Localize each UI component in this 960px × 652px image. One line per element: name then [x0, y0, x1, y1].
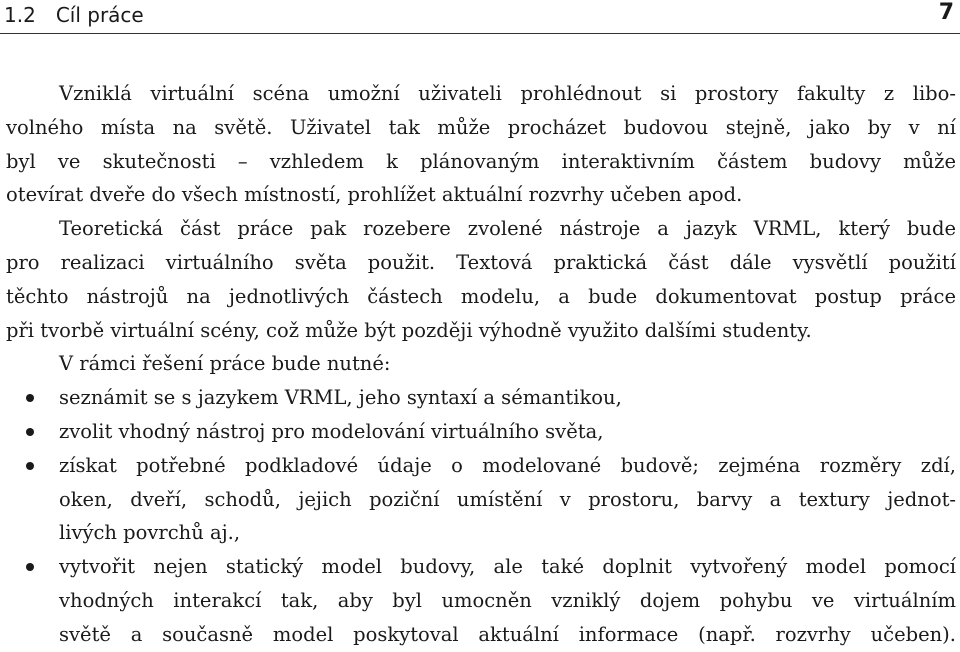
list-item-text: získat potřebné podkladové údaje o modelované budově; zejména rozměry zdí,: [59, 453, 956, 477]
bullet-icon: [26, 394, 34, 402]
text-line: livých povrchů aj.,: [59, 521, 241, 545]
bullet-icon: [26, 462, 34, 470]
text-line: otevírat dveře do všech místností, prohlížet aktuální rozvrhy učeben apod.: [6, 183, 743, 207]
bullet-icon: [26, 428, 34, 436]
text-line: světě a současně model poskytoval aktuální informace (např. rozvrhy učeben).: [59, 622, 956, 646]
list-item-text: vytvořit nejen statický model budovy, ale také doplnit vytvořený model pomocí: [59, 555, 956, 579]
text-line: volného místa na světě. Uživatel tak může procházet budovou stejně, jako by v ní: [6, 115, 956, 139]
text-line: vhodných interakcí tak, aby byl umocněn vzniklý dojem pohybu ve virtuálním: [59, 588, 956, 612]
text-line: oken, dveří, schodů, jejich poziční umístění v prostoru, barvy a textury jednot-: [59, 487, 956, 511]
page-number: 7: [938, 0, 954, 25]
list-item: [0, 415, 960, 449]
text-line: při tvorbě virtuální scény, což může být později výhodně využito dalšími studenty.: [6, 318, 812, 342]
text-line: pro realizaci virtuálního světa použit. Textová praktická část dále vysvětlí použití: [6, 250, 956, 274]
header-rule: [0, 33, 960, 34]
section-heading: [4, 3, 144, 27]
bullet-icon: [26, 563, 34, 571]
list-item: [0, 381, 960, 415]
list-item: [0, 449, 960, 483]
text-line: těchto nástrojů na jednotlivých částech modelu, a bude dokumentovat postup práce: [6, 284, 956, 308]
body-text: [0, 77, 960, 652]
running-head: [0, 0, 960, 34]
list-item-text: seznámit se s jazykem VRML, jeho syntaxí a sémantikou,: [59, 386, 622, 410]
section-number: 1.2: [4, 3, 36, 27]
text-line: V rámci řešení práce bude nutné:: [59, 352, 391, 376]
text-line: byl ve skutečnosti – vzhledem k plánovaným interaktivním částem budovy může: [6, 149, 956, 173]
list-item-text: zvolit vhodný nástroj pro modelování virtuálního světa,: [59, 419, 604, 443]
text-line: Teoretická část práce pak rozebere zvolené nástroje a jazyk VRML, který bude: [59, 217, 956, 241]
section-title: Cíl práce: [55, 3, 144, 27]
text-line: Vzniklá virtuální scéna umožní uživateli prohlédnout si prostory fakulty z libo-: [59, 82, 956, 105]
list-item: [0, 550, 960, 584]
